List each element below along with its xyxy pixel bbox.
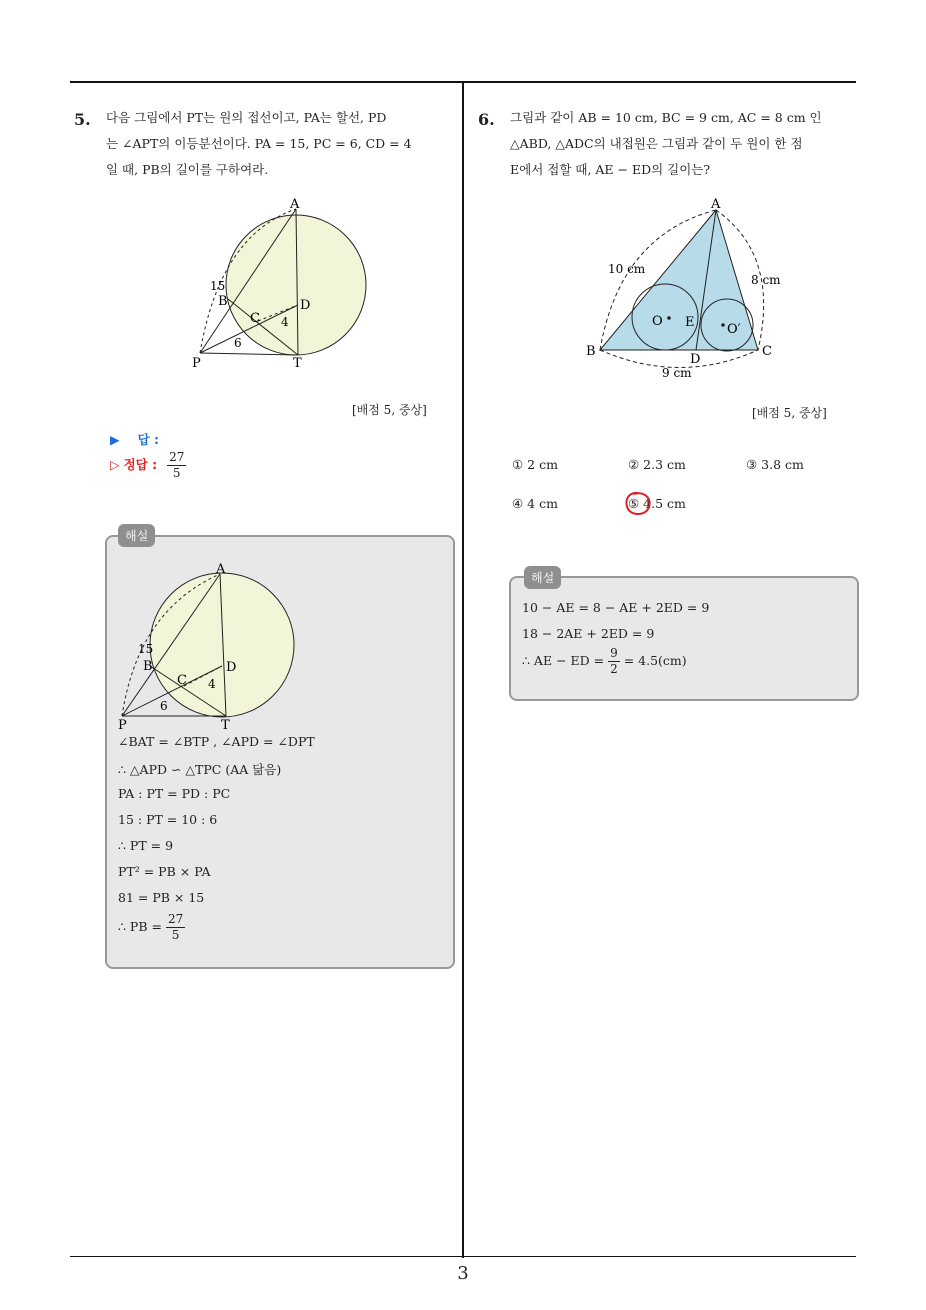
q5-source: [배점 5, 중상] bbox=[352, 403, 427, 417]
q6-label-c: C bbox=[762, 344, 772, 359]
q5-label-4: 4 bbox=[281, 315, 289, 329]
q5-solution-figure bbox=[110, 560, 310, 732]
q6-solution-fraction bbox=[608, 646, 620, 677]
correct-answer-circle-icon bbox=[622, 489, 654, 519]
q6-solution-tag: 해설 bbox=[524, 566, 561, 589]
play-icon: ▶ bbox=[110, 432, 120, 447]
q6-label-ac: 8 cm bbox=[751, 273, 781, 287]
q5-label-15: 15 bbox=[210, 279, 226, 293]
q5-number: 5. bbox=[74, 110, 91, 129]
q5-label-a: A bbox=[290, 197, 300, 212]
q5-line1: 다음 그림에서 PT는 원의 접선이고, PA는 할선, PD bbox=[106, 110, 387, 125]
q6-label-o2: O′ bbox=[727, 322, 741, 337]
q6-choice-4[interactable]: ④ 4 cm bbox=[512, 496, 558, 511]
q5-solution-line-2: ∴ △APD ∽ △TPC (AA 닮음) bbox=[118, 762, 282, 777]
outline-play-icon: ▷ bbox=[110, 457, 120, 472]
q5s-label-p: P bbox=[118, 718, 127, 732]
q6-solution-num: 9 bbox=[610, 646, 618, 660]
q6-line1: 그림과 같이 AB = 10 cm, BC = 9 cm, AC = 8 cm 인 bbox=[510, 110, 822, 125]
q6-choice-1[interactable]: ① 2 cm bbox=[512, 457, 558, 472]
q5-correct-row bbox=[110, 450, 186, 481]
q6-solution-line-3 bbox=[522, 646, 687, 677]
q5-answer-label: 답 : bbox=[137, 432, 160, 447]
q5-solution-fraction bbox=[166, 912, 185, 943]
bottom-rule bbox=[70, 1256, 856, 1257]
q6-label-ab: 10 cm bbox=[608, 262, 646, 276]
q6-label-b: B bbox=[586, 344, 596, 359]
q5-correct-fraction bbox=[167, 450, 186, 481]
q6-line2: △ABD, △ADC의 내접원은 그림과 같이 두 원이 한 점 bbox=[510, 136, 803, 151]
q6-choice-3[interactable]: ③ 3.8 cm bbox=[746, 457, 804, 472]
q5-solution-line-6: PT² = PB × PA bbox=[118, 864, 211, 879]
q6-solution-last-suffix: = 4.5(cm) bbox=[623, 653, 687, 668]
q5-correct-label: 정답 : bbox=[123, 457, 158, 472]
q5-solution-line-8 bbox=[118, 912, 185, 943]
q6-line3: E에서 접할 때, AE − ED의 길이는? bbox=[510, 162, 711, 177]
q5s-label-6: 6 bbox=[160, 699, 168, 713]
q6-label-a: A bbox=[711, 197, 721, 212]
q5-label-p: P bbox=[192, 356, 201, 371]
q6-solution-last-prefix: ∴ AE − ED = bbox=[522, 653, 605, 668]
q5s-label-t: T bbox=[221, 718, 230, 732]
q5-label-b: B bbox=[218, 294, 228, 309]
q6-solution-den: 2 bbox=[610, 662, 618, 676]
q5-figure bbox=[180, 195, 380, 375]
q6-solution-line-2: 18 − 2AE + 2ED = 9 bbox=[522, 626, 655, 641]
q6-number: 6. bbox=[478, 110, 495, 129]
q5s-label-d: D bbox=[226, 660, 237, 675]
q5-solution-tag: 해설 bbox=[118, 524, 155, 547]
q6-figure bbox=[580, 195, 790, 380]
q5-solution-den: 5 bbox=[171, 928, 180, 942]
q5-solution-line-7: 81 = PB × 15 bbox=[118, 890, 205, 905]
q6-label-e: E bbox=[685, 315, 695, 330]
q6-choice-2[interactable]: ② 2.3 cm bbox=[628, 457, 686, 472]
q5-line3: 일 때, PB의 길이를 구하여라. bbox=[106, 162, 269, 177]
q5-label-6: 6 bbox=[234, 336, 242, 350]
q5-correct-num: 27 bbox=[169, 450, 185, 464]
q5s-label-15: 15 bbox=[138, 642, 154, 656]
q5s-label-4: 4 bbox=[208, 677, 216, 691]
q5-solution-line-5: ∴ PT = 9 bbox=[118, 838, 174, 853]
q5-solution-line-3: PA : PT = PD : PC bbox=[118, 786, 231, 801]
q5-line2: 는 ∠APT의 이등분선이다. PA = 15, PC = 6, CD = 4 bbox=[106, 136, 412, 151]
q5-label-c: C bbox=[250, 311, 260, 326]
q5-label-t: T bbox=[293, 356, 302, 371]
column-divider bbox=[462, 81, 464, 1258]
q5-solution-line-1: ∠BAT = ∠BTP , ∠APD = ∠DPT bbox=[118, 734, 315, 749]
q6-source: [배점 5, 중상] bbox=[752, 406, 827, 420]
q5s-label-c: C bbox=[177, 673, 187, 688]
q5-solution-num: 27 bbox=[167, 912, 184, 926]
q5-answer-row bbox=[110, 430, 159, 448]
page-number: 3 bbox=[457, 1263, 469, 1284]
q6-label-d: D bbox=[690, 352, 701, 367]
q6-label-o: O bbox=[652, 314, 663, 329]
q6-solution-line-1: 10 − AE = 8 − AE + 2ED = 9 bbox=[522, 600, 710, 615]
q5s-label-a: A bbox=[216, 562, 226, 577]
q5-solution-line-4: 15 : PT = 10 : 6 bbox=[118, 812, 218, 827]
q6-label-bc: 9 cm bbox=[662, 366, 692, 380]
q5-solution-last-prefix: ∴ PB = bbox=[118, 919, 162, 934]
q5s-label-b: B bbox=[143, 659, 153, 674]
q5-correct-den: 5 bbox=[172, 466, 181, 480]
q6-choice-5[interactable]: ⑤ 4.5 cm bbox=[628, 496, 686, 511]
q5-label-d: D bbox=[300, 298, 311, 313]
